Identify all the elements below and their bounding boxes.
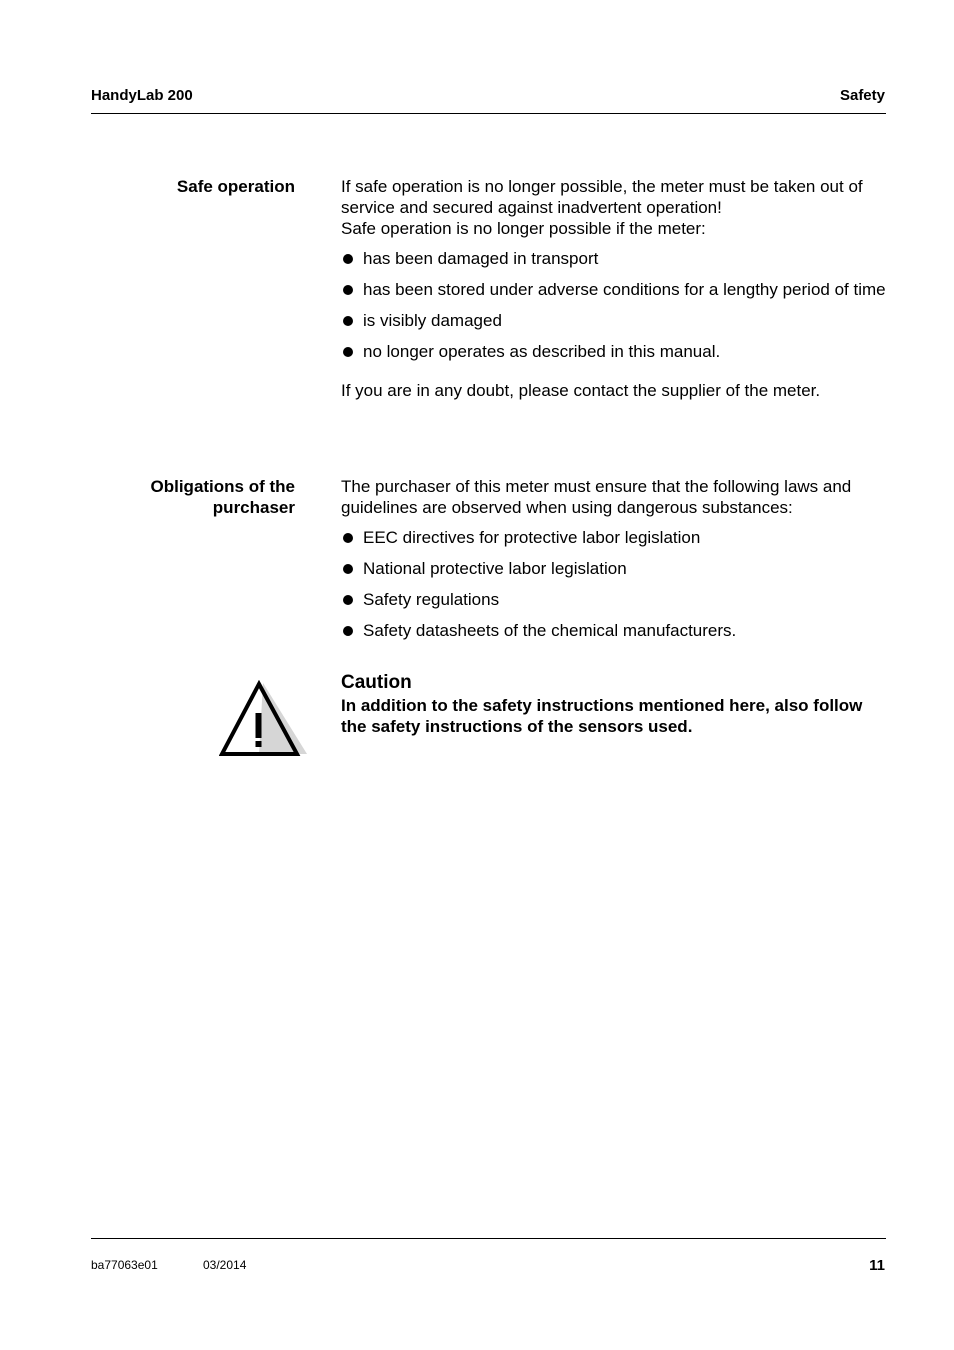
section-body-obligations: [341, 476, 886, 651]
caution-title: Caution: [341, 672, 412, 693]
bullet-icon: [343, 626, 353, 636]
caution-text: In addition to the safety instructions mentioned here, also follow the safety instructions of the sensors used.: [341, 696, 863, 736]
bullet-icon: [343, 316, 353, 326]
footer-rule: [91, 1238, 886, 1239]
warning-triangle-icon: [219, 680, 311, 760]
bullet-list: [341, 527, 886, 641]
header-product: HandyLab 200: [91, 87, 193, 104]
paragraph: If safe operation is no longer possible, the meter must be taken out of service and secured against inadvertent operation!: [341, 177, 863, 217]
bullet-icon: [343, 533, 353, 543]
page-number: 11: [869, 1257, 885, 1274]
bullet-icon: [343, 347, 353, 357]
bullet-icon: [343, 254, 353, 264]
list-item: has been damaged in transport: [341, 248, 886, 269]
list-item: National protective labor legislation: [341, 558, 886, 579]
bullet-list: [341, 248, 886, 362]
footer-date: 03/2014: [203, 1258, 247, 1272]
section-title-safe-operation: Safe operation: [176, 177, 295, 196]
section-body-safe-operation: [341, 176, 886, 401]
list-item: has been stored under adverse conditions for a lengthy period of time: [341, 279, 886, 300]
list-item: EEC directives for protective labor legislation: [341, 527, 886, 548]
list-item: is visibly damaged: [341, 310, 886, 331]
list-item: no longer operates as described in this manual.: [341, 341, 886, 362]
header-rule: [91, 113, 886, 114]
paragraph: If you are in any doubt, please contact the supplier of the meter.: [341, 381, 821, 400]
section-title-obligations: Obligations of the purchaser: [150, 477, 295, 517]
footer-document-code: ba77063e01: [91, 1258, 158, 1272]
bullet-icon: [343, 595, 353, 605]
bullet-icon: [343, 285, 353, 295]
paragraph: Safe operation is no longer possible if the meter:: [341, 219, 706, 238]
bullet-icon: [343, 564, 353, 574]
paragraph: The purchaser of this meter must ensure that the following laws and guidelines are observed when using dangerous substances:: [341, 477, 852, 517]
list-item: Safety regulations: [341, 589, 886, 610]
header-chapter: Safety: [839, 87, 885, 104]
list-item: Safety datasheets of the chemical manufacturers.: [341, 620, 886, 641]
